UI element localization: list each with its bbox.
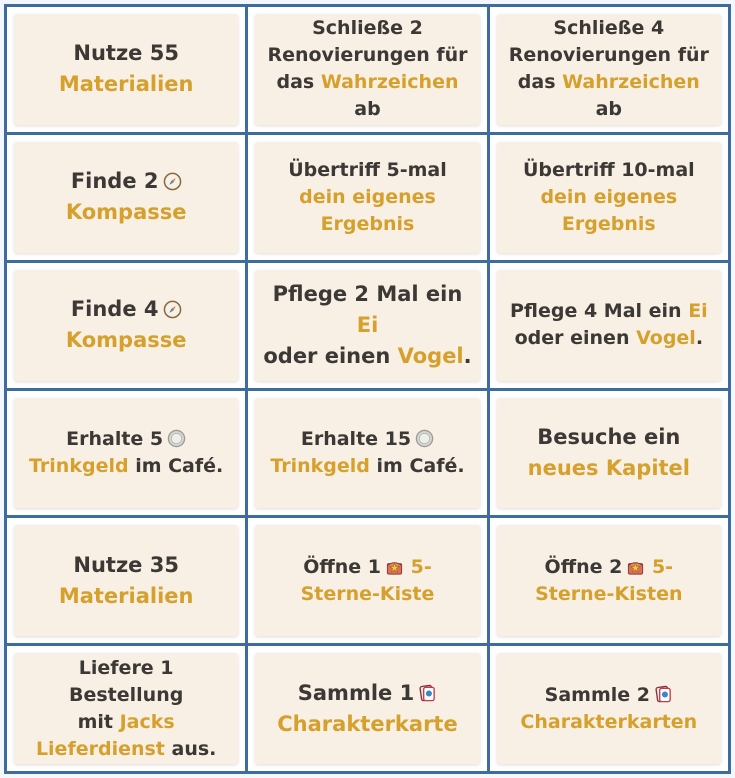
task-cell bbox=[490, 646, 728, 771]
task-highlight: Trinkgeld bbox=[29, 454, 129, 477]
task-grid bbox=[4, 4, 731, 774]
task-text: Finde 2 bbox=[70, 169, 159, 194]
task-text: Erhalte 15 bbox=[300, 427, 412, 450]
compass-icon bbox=[163, 172, 182, 191]
task-text: Renovierungen für bbox=[508, 44, 709, 67]
task-text: ab bbox=[595, 98, 623, 121]
task-highlight: 5- bbox=[645, 555, 674, 578]
task-text: Nutze 55 bbox=[73, 41, 179, 66]
task-cell bbox=[7, 646, 245, 771]
task-highlight: Trinkgeld bbox=[270, 454, 370, 477]
task-card[interactable] bbox=[497, 398, 721, 509]
task-highlight: Materialien bbox=[58, 583, 194, 608]
task-card[interactable] bbox=[255, 142, 479, 253]
task-card[interactable] bbox=[255, 398, 479, 509]
task-text: oder einen bbox=[263, 343, 398, 368]
task-text: ab bbox=[354, 98, 381, 121]
task-text: das bbox=[276, 71, 321, 94]
star-chest-icon bbox=[626, 557, 645, 576]
task-highlight: Ergebnis bbox=[320, 212, 415, 235]
task-highlight: 5- bbox=[404, 555, 432, 578]
star-chest-icon bbox=[385, 557, 404, 576]
task-text: im Café. bbox=[128, 454, 224, 477]
task-text: Erhalte 5 bbox=[66, 427, 164, 450]
task-highlight: Vogel bbox=[397, 343, 464, 368]
task-text: Öffne 2 bbox=[544, 555, 623, 578]
task-card[interactable] bbox=[497, 270, 721, 381]
task-card[interactable] bbox=[14, 398, 238, 509]
task-cell bbox=[490, 7, 728, 132]
task-text: Schließe 2 bbox=[312, 17, 423, 40]
task-text: Öffne 1 bbox=[303, 555, 382, 578]
task-card[interactable] bbox=[14, 14, 238, 125]
task-card[interactable] bbox=[497, 653, 721, 764]
task-card[interactable] bbox=[14, 653, 238, 764]
task-text: Übertriff 5-mal bbox=[288, 158, 447, 181]
task-cell bbox=[490, 135, 728, 260]
task-highlight: Sterne-Kiste bbox=[300, 582, 435, 605]
task-text: Sammle 1 bbox=[297, 680, 415, 705]
task-card[interactable] bbox=[14, 270, 238, 381]
task-card[interactable] bbox=[497, 14, 721, 125]
task-highlight: Jacks bbox=[119, 710, 175, 733]
task-highlight: Charakterkarten bbox=[520, 710, 698, 733]
task-highlight: Lieferdienst bbox=[35, 737, 165, 760]
task-cell bbox=[7, 135, 245, 260]
task-highlight: Ergebnis bbox=[561, 212, 656, 235]
task-cell bbox=[248, 135, 486, 260]
task-cell bbox=[490, 391, 728, 516]
task-highlight: Ei bbox=[356, 312, 379, 337]
task-highlight: dein eigenes bbox=[540, 185, 678, 208]
task-text: Nutze 35 bbox=[73, 552, 179, 577]
task-highlight: Vogel bbox=[636, 327, 696, 350]
task-text: im Café. bbox=[369, 454, 465, 477]
task-text: aus. bbox=[164, 737, 217, 760]
task-cell bbox=[248, 646, 486, 771]
task-text: Besuche ein bbox=[537, 424, 681, 449]
task-cell bbox=[248, 518, 486, 643]
task-text: Pflege 4 Mal ein bbox=[509, 300, 689, 323]
task-highlight: dein eigenes bbox=[299, 185, 436, 208]
compass-icon bbox=[163, 300, 182, 319]
task-card[interactable] bbox=[255, 653, 479, 764]
task-cell bbox=[490, 518, 728, 643]
task-card[interactable] bbox=[497, 142, 721, 253]
task-card[interactable] bbox=[14, 142, 238, 253]
task-text: Sammle 2 bbox=[544, 683, 650, 706]
task-text: Liefere 1 Bestellung bbox=[69, 656, 184, 706]
task-cell bbox=[248, 391, 486, 516]
task-highlight: Kompasse bbox=[65, 328, 187, 353]
task-cell bbox=[490, 263, 728, 388]
task-text: Übertriff 10-mal bbox=[522, 158, 695, 181]
task-cell bbox=[248, 263, 486, 388]
task-text: Finde 4 bbox=[70, 297, 159, 322]
task-highlight: Materialien bbox=[58, 72, 194, 97]
task-text: mit bbox=[77, 710, 120, 733]
task-highlight: Sterne-Kisten bbox=[535, 582, 683, 605]
task-highlight: Wahrzeichen bbox=[562, 71, 700, 94]
task-cell bbox=[7, 7, 245, 132]
character-card-icon bbox=[654, 685, 673, 704]
task-highlight: Kompasse bbox=[65, 200, 187, 225]
task-cell bbox=[7, 391, 245, 516]
task-highlight: Wahrzeichen bbox=[320, 71, 459, 94]
task-text: das bbox=[517, 71, 563, 94]
task-text: Renovierungen für bbox=[267, 44, 468, 67]
task-card[interactable] bbox=[255, 270, 479, 381]
task-text: . bbox=[463, 343, 472, 368]
task-text: . bbox=[695, 327, 704, 350]
coin-icon bbox=[167, 429, 186, 448]
task-highlight: Charakterkarte bbox=[277, 711, 458, 736]
task-cell bbox=[7, 263, 245, 388]
task-text: oder einen bbox=[514, 327, 637, 350]
task-highlight: neues Kapitel bbox=[527, 455, 690, 480]
character-card-icon bbox=[418, 684, 437, 703]
task-text: Schließe 4 bbox=[553, 17, 665, 40]
coin-icon bbox=[415, 429, 434, 448]
task-card[interactable] bbox=[255, 14, 479, 125]
task-cell bbox=[7, 518, 245, 643]
task-text: Pflege 2 Mal ein bbox=[272, 281, 463, 306]
task-highlight: Ei bbox=[688, 300, 708, 323]
task-card[interactable] bbox=[497, 525, 721, 636]
task-card[interactable] bbox=[14, 525, 238, 636]
task-cell bbox=[248, 7, 486, 132]
task-card[interactable] bbox=[255, 525, 479, 636]
